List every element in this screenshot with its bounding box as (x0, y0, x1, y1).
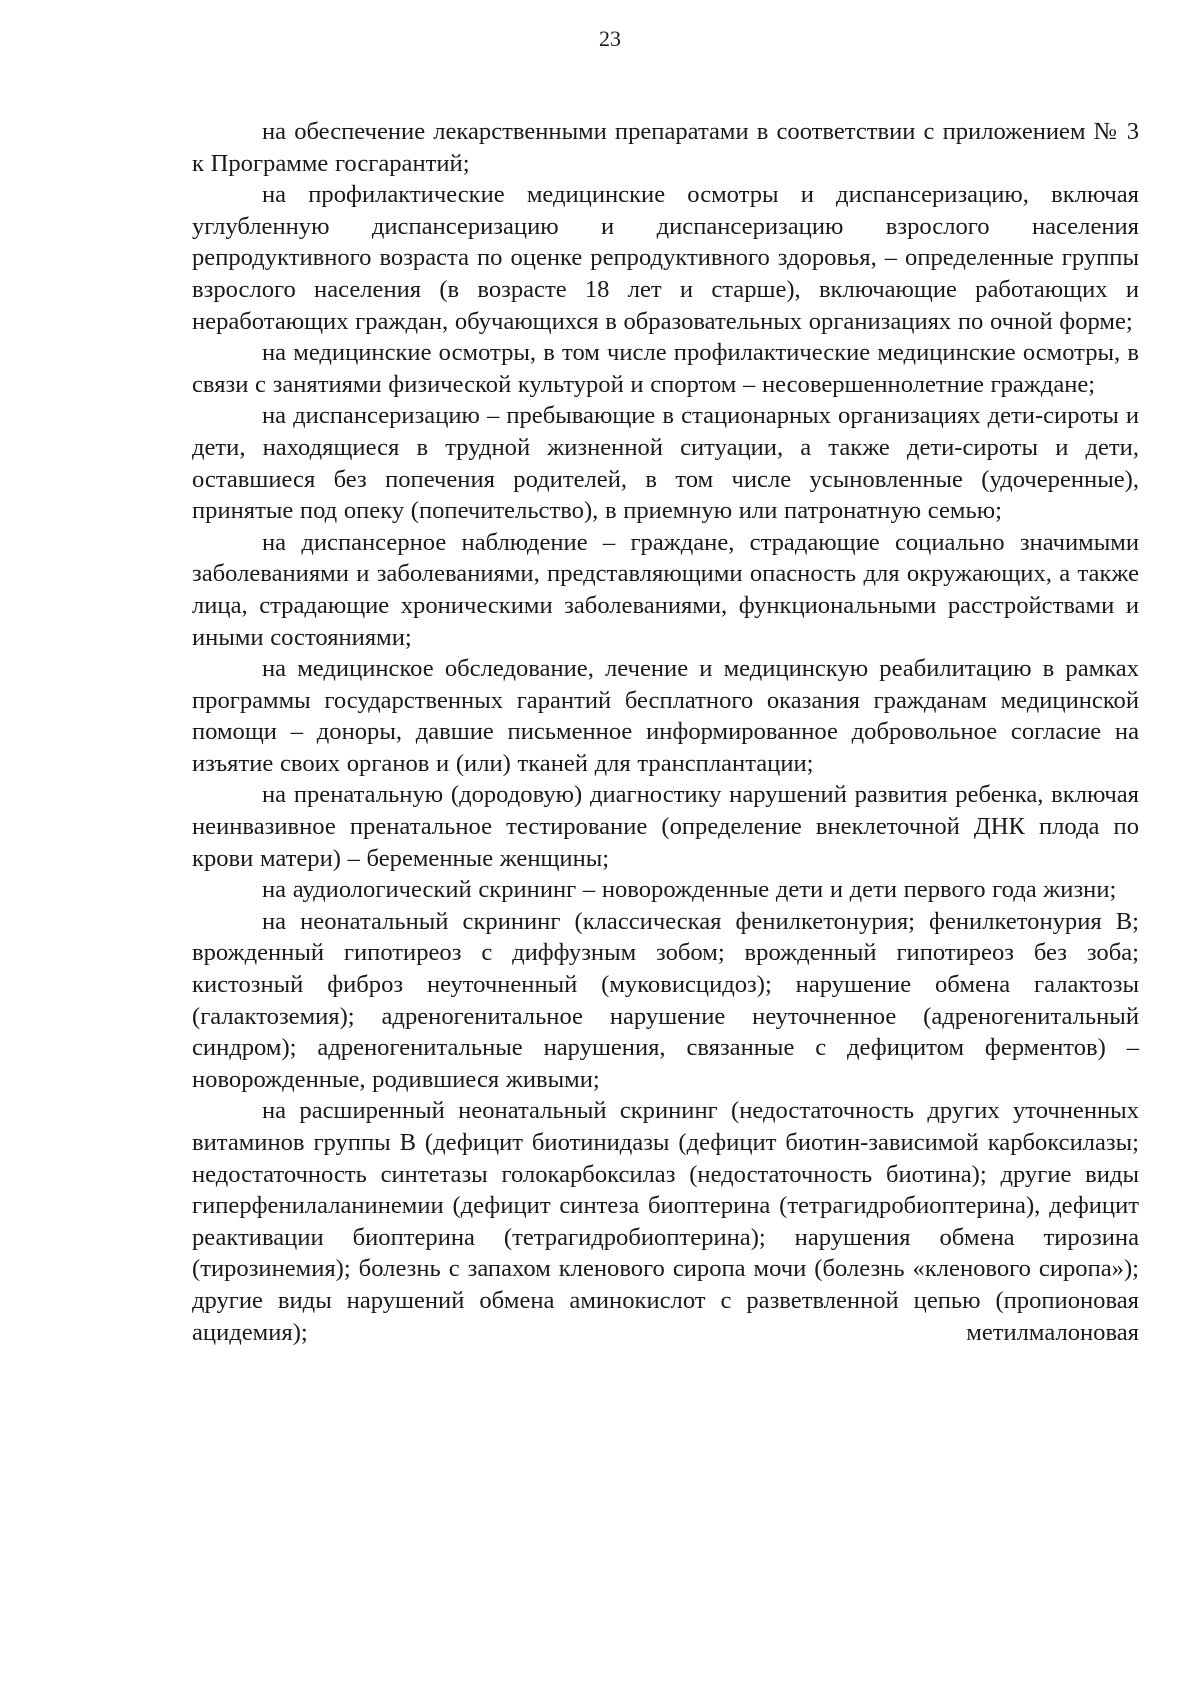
paragraph-audiology-screening: на аудиологический скрининг – новорожденные дети и дети первого года жизни; (262, 876, 1117, 904)
paragraph-donors: на медицинское обследование, лечение и медицинскую реабилитацию в рамках программы государственных гарантий бесплатного оказания гражданам медицинской помощи – доноры, давшие письменное информированное добровольное согласие на изъятие своих органов и (или) тканей для трансплантации; (192, 655, 1139, 777)
paragraph-preventive-exams: на профилактические медицинские осмотры и диспансеризацию, включая углубленную диспансеризацию и диспансеризацию взрослого населения репродуктивного возраста по оценке репродуктивного здоровья, – определенные группы взрослого населения (в возрасте 18 лет и старше), включающие работающих и неработающих граждан, обучающихся в образовательных организациях по очной форме; (192, 181, 1139, 335)
paragraph-orphans-dispensary: на диспансеризацию – пребывающие в стационарных организациях дети-сироты и дети, находящиеся в трудной жизненной ситуации, а также дети-сироты и дети, оставшиеся без попечения родителей, в том числе усыновленные (удочеренные), принятые под опеку (попечительство), в приемную или патронатную семью; (192, 402, 1139, 525)
paragraph-prenatal-diagnostics: на пренатальную (дородовую) диагностику нарушений развития ребенка, включая неинвазивное пренатальное тестирование (определение внеклеточной ДНК плода по крови матери) – беременные женщины; (192, 781, 1139, 872)
paragraph-medicines: на обеспечение лекарственными препаратами в соответствии с приложением № 3 к Программе госгарантий; (192, 118, 1139, 177)
document-body (192, 116, 1139, 1348)
paragraph-neonatal-screening: на неонатальный скрининг (классическая фенилкетонурия; фенилкетонурия B; врожденный гипотиреоз с диффузным зобом; врожденный гипотиреоз без зоба; кистозный фиброз неуточненный (муковисцидоз); нарушение обмена галактозы (галактоземия); адреногенитальное нарушение неуточненное (адреногенитальный синдром); адреногенитальные нарушения, связанные с дефицитом ферментов) – новорожденные, родившиеся живыми; (192, 907, 1139, 1093)
paragraph-dispensary-observation: на диспансерное наблюдение – граждане, страдающие социально значимыми заболеваниями и заболеваниями, представляющими опасность для окружающих, а также лица, страдающие хроническими заболеваниями, функциональными расстройствами и иными состояниями; (192, 528, 1139, 651)
paragraph-extended-neonatal-screening: на расширенный неонатальный скрининг (недостаточность других уточненных витаминов группы B (дефицит биотинидазы (дефицит биотин-зависимой карбоксилазы; недостаточность синтетазы голокарбоксилаз (недостаточность биотина); другие виды гиперфенилаланинемии (дефицит синтеза биоптерина (тетрагидробиоптерина), дефицит реактивации биоптерина (тетрагидробиоптерина); нарушения обмена тирозина (тирозинемия); болезнь с запахом кленового сиропа мочи (болезнь «кленового сиропа»); другие виды нарушений обмена аминокислот с разветвленной цепью (пропионовая ацидемия); метилмалоновая (192, 1097, 1139, 1346)
paragraph-medical-exams-minors: на медицинские осмотры, в том числе профилактические медицинские осмотры, в связи с занятиями физической культурой и спортом – несовершеннолетние граждане; (192, 339, 1139, 398)
page-number: 23 (599, 26, 621, 51)
